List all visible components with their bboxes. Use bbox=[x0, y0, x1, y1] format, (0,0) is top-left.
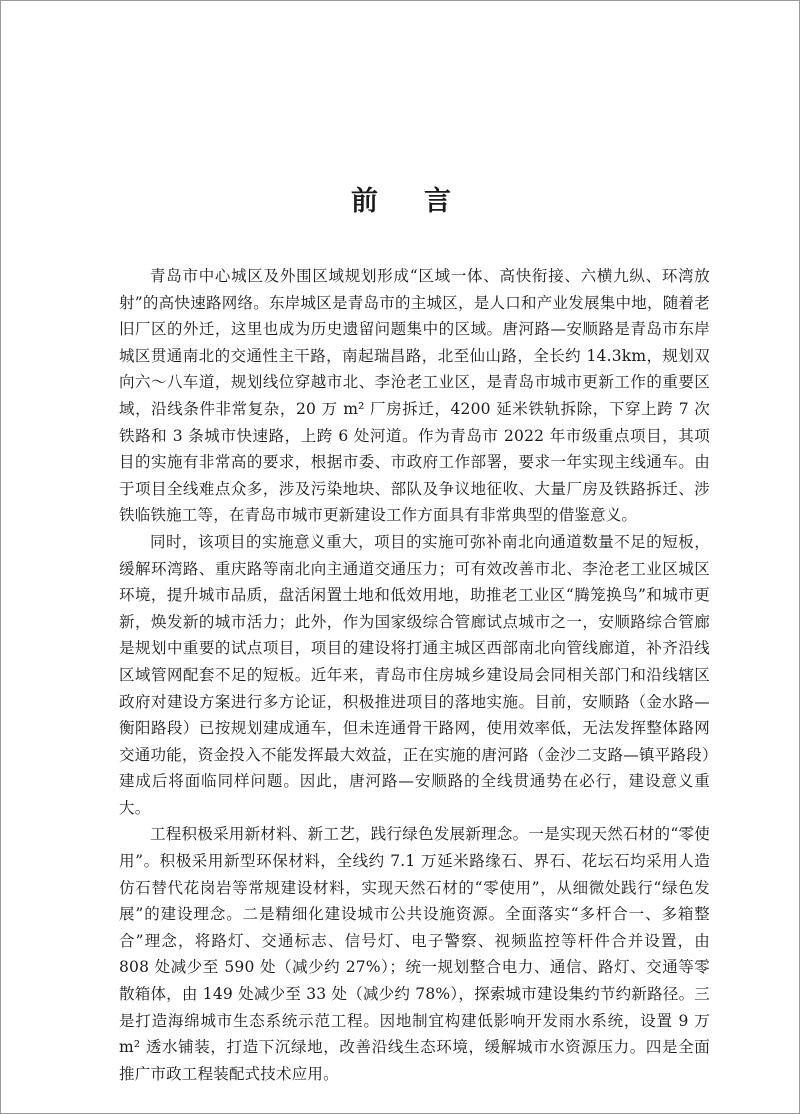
paragraph-1: 青岛市中心城区及外围区域规划形成“区域一体、高快衔接、六横九纵、环湾放射”的高快速路网络。东岸城区是青岛市的主城区，是人口和产业发展集中地，随着老旧厂区的外迁，这里也成为历史遗留问题集中的区域。唐河路—安顺路是青岛市东岸城区贯通南北的交通性主干路，南起瑞昌路，北至仙山路，全长约 14.3km，规划双向六～八车道，规划线位穿越市北、李沧老工业区，是青岛市城市更新工作的重要区域，沿线条件非常复杂，20 万 m² 厂房拆迁，4200 延米铁轨拆除，下穿上跨 7 次铁路和 3 条城市快速路，上跨 6 处河道。作为青岛市 2022 年市级重点项目，其项目的实施有非常高的要求，根据市委、市政府工作部署，要求一年实现主线通车。由于项目全线难点众多，涉及污染地块、部队及争议地征收、大量厂房及铁路拆迁、涉铁临铁施工等，在青岛市城市更新建设工作方面具有非常典型的借鉴意义。 bbox=[119, 267, 710, 525]
paragraph-2: 同时，该项目的实施意义重大，项目的实施可弥补南北向通道数量不足的短板，缓解环湾路、重庆路等南北向主通道交通压力；可有效改善市北、李沧老工业区城区环境，提升城市品质，盘活闲置土地和低效用地，助推老工业区“腾笼换鸟”和城市更新，焕发新的城市活力；此外，作为国家级综合管廊试点城市之一，安顺路综合管廊是规划中重要的试点项目，项目的建设将打通主城区西部南北向管线廊道，补齐沿线区域管网配套不足的短板。近年来，青岛市住房城乡建设局会同相关部门和沿线辖区政府对建设方案进行多方论证，积极推进项目的落地实施。目前，安顺路（金水路—衡阳路段）已按规划建成通车，但未连通骨干路网，使用效率低，无法发挥整体路网交通功能，资金投入不能发挥最大效益，正在实施的唐河路（金沙二支路—镇平路段）建成后将面临同样问题。因此，唐河路—安顺路的全线贯通势在必行，建设意义重大。 bbox=[119, 532, 710, 817]
title-char-1: 前 bbox=[351, 186, 378, 217]
title-char-2: 言 bbox=[424, 186, 451, 217]
preface-body bbox=[119, 263, 710, 1087]
paragraph-3: 工程积极采用新材料、新工艺，践行绿色发展新理念。一是实现天然石材的“零使用”。积极采用新型环保材料，全线约 7.1 万延米路缘石、界石、花坛石均采用人造仿石替代花岗岩等常规建设材料，实现天然石材的“零使用”，从细微处践行“绿色发展”的建设理念。二是精细化建设城市公共设施资源。全面落实“多杆合一、多箱整合”理念，将路灯、交通标志、信号灯、电子警察、视频监控等杆件合并设置，由 808 处减少至 590 处（减少约 27%）；统一规划整合电力、通信、路灯、交通等零散箱体，由 149 处减少至 33 处（减少约 78%），探索城市建设集约节约新路径。三是打造海绵城市生态系统示范工程。因地制宜构建低影响开发雨水系统，设置 9 万 m² 透水铺装，打造下沉绿地，改善沿线生态环境，缓解城市水资源压力。四是全面推广市政工程装配式技术应用。 bbox=[119, 825, 710, 1083]
page-title bbox=[1, 182, 800, 222]
